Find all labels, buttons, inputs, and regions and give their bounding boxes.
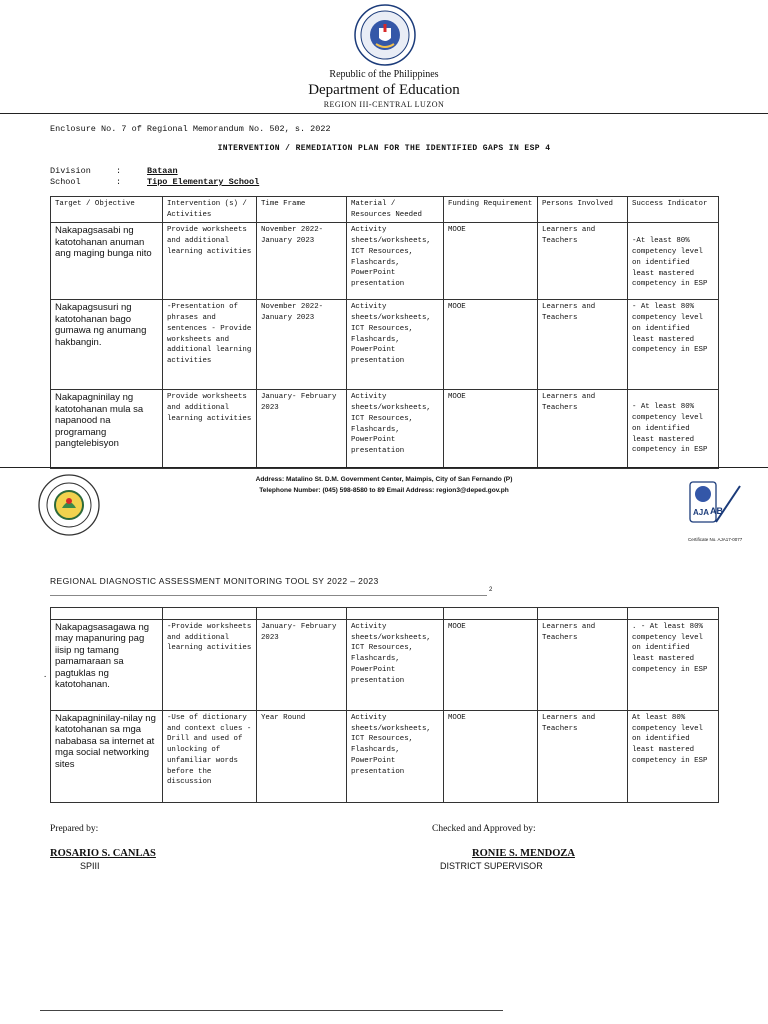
division-colon: : [116,166,122,176]
school-value: Tipo Elementary School [147,177,260,187]
school-colon: : [116,177,122,187]
cell-funding: MOOE [444,390,538,469]
cell-success: -At least 80% competency level on identified least mastered competency in ESP [628,223,719,300]
cell-funding: MOOE [444,711,538,803]
bottom-rule [40,1010,503,1011]
cell-intervention: Provide worksheets and additional learning activities [163,390,257,469]
table-row [51,711,719,803]
plan-title: INTERVENTION / REMEDIATION PLAN FOR THE IDENTIFIED GAPS IN ESP 4 [217,144,551,153]
division-label: Division [50,166,91,176]
checked-by-name: RONIE S. MENDOZA [472,848,575,859]
table-row [51,223,719,300]
cell-material: Activity sheets/worksheets, ICT Resources, Flashcards, PowerPoint presentation [347,300,444,390]
table-header-row [51,197,719,223]
cell-material: Activity sheets/worksheets, ICT Resources, Flashcards, PowerPoint presentation [347,390,444,469]
deped-seal-footer-logo [38,474,100,536]
cell-success: . - At least 80% competency level on identified least mastered competency in ESP [628,620,719,711]
intervention-table-page2 [50,607,719,803]
cell-intervention: -Use of dictionary and context clues -Drill and used of unlocking of unfamiliar words before the discussion [163,711,257,803]
blank-cell [257,608,347,620]
checked-by-role: DISTRICT SUPERVISOR [440,861,543,871]
blank-cell [163,608,257,620]
division-value: Bataan [147,166,178,176]
cell-success: At least 80% competency level on identified least mastered competency in ESP [628,711,719,803]
svg-text:AB: AB [710,506,723,516]
cell-persons: Learners and Teachers [538,300,628,390]
school-row [50,177,350,189]
header-funding: Funding Requirement [444,197,538,223]
blank-cell [444,608,538,620]
cell-target: Nakapagsasagawa ng may mapanuring pag iisip ng tamang pamamaraan sa pagtuklas ng katotohanan. [51,620,163,711]
cell-success: - At least 80% competency level on identified least mastered competency in ESP [628,390,719,469]
cell-target: Nakapagsusuri ng katotohanan bago gumawa ng anumang hakbangin. [51,300,163,390]
address-block [150,475,618,496]
enclosure-text: Enclosure No. 7 of Regional Memorandum No. 502, s. 2022 [50,124,331,134]
prepared-by-name: ROSARIO S. CANLAS [50,848,156,859]
region-text: REGION III-CENTRAL LUZON [323,100,445,109]
cell-funding: MOOE [444,620,538,711]
prepared-by-label: Prepared by: [50,824,99,834]
address-text: Address: Matalino St. D.M. Government Center, Maimpis, City of San Fernando (P) [255,476,513,483]
intervention-table-page1 [50,196,719,469]
cell-intervention: -Presentation of phrases and sentences - Provide worksheets and additional learning activities [163,300,257,390]
table-blank-row [51,608,719,620]
monitoring-tool-title: REGIONAL DIAGNOSTIC ASSESSMENT MONITORING TOOL SY 2022 – 2023 [50,576,379,586]
cell-persons: Learners and Teachers [538,390,628,469]
contact-text: Telephone Number: (045) 598-8580 to 89 Email Address: region3@deped.gov.ph [259,486,509,494]
prepared-by-role: SPIII [80,861,100,871]
blank-cell [628,608,719,620]
cell-time-frame: Year Round [257,711,347,803]
cell-material: Activity sheets/worksheets, ICT Resources, Flashcards, PowerPoint presentation [347,711,444,803]
school-label: School [50,177,81,187]
header-success: Success Indicator [628,197,719,223]
certification-logo-text: AJA [693,508,710,517]
cell-success: - At least 80% competency level on identified least mastered competency in ESP [628,300,719,390]
table-row [51,300,719,390]
page-number: 2 [489,587,493,593]
cell-persons: Learners and Teachers [538,711,628,803]
footer-divider [0,467,768,468]
department-title: Department of Education [308,82,460,98]
cell-material: Activity sheets/worksheets, ICT Resources, Flashcards, PowerPoint presentation [347,620,444,711]
table-row [51,620,719,711]
blank-cell [347,608,444,620]
header-divider [0,113,768,114]
header-intervention: Intervention (s) / Activities [163,197,257,223]
cell-target: Nakapagninilay ng katotohanan mula sa napanood na programang pangtelebisyon [51,390,163,469]
blank-cell [51,608,163,620]
cell-target: Nakapagsasabi ng katotohanan anuman ang maging bunga nito [51,223,163,300]
cell-time-frame: November 2022- January 2023 [257,300,347,390]
cell-material: Activity sheets/worksheets, ICT Resources, Flashcards, PowerPoint presentation [347,223,444,300]
cell-intervention: Provide worksheets and additional learning activities [163,223,257,300]
cell-intervention: -Provide worksheets and additional learning activities [163,620,257,711]
checked-by-label: Checked and Approved by: [432,824,536,834]
header-target: Target / Objective [51,197,163,223]
header-material: Material / Resources Needed [347,197,444,223]
table-row [51,390,719,469]
certificate-number: Certificate No. AJA17-0077 [688,537,743,542]
cell-funding: MOOE [444,223,538,300]
cell-funding: MOOE [444,300,538,390]
cell-persons: Learners and Teachers [538,620,628,711]
header-persons: Persons Involved [538,197,628,223]
cell-time-frame: January- February 2023 [257,620,347,711]
cell-time-frame: November 2022- January 2023 [257,223,347,300]
cell-target: Nakapagninilay-nilay ng katotohanan sa mga nababasa sa internet at mga social networking sites [51,711,163,803]
cell-persons: Learners and Teachers [538,223,628,300]
certification-logo [686,480,744,536]
cell-time-frame: January- February 2023 [257,390,347,469]
republic-text: Republic of the Philippines [329,69,439,80]
monitoring-underline [50,595,487,596]
header-time-frame: Time Frame [257,197,347,223]
stray-mark: . [44,669,47,679]
blank-cell [538,608,628,620]
deped-seal-logo [354,4,416,66]
